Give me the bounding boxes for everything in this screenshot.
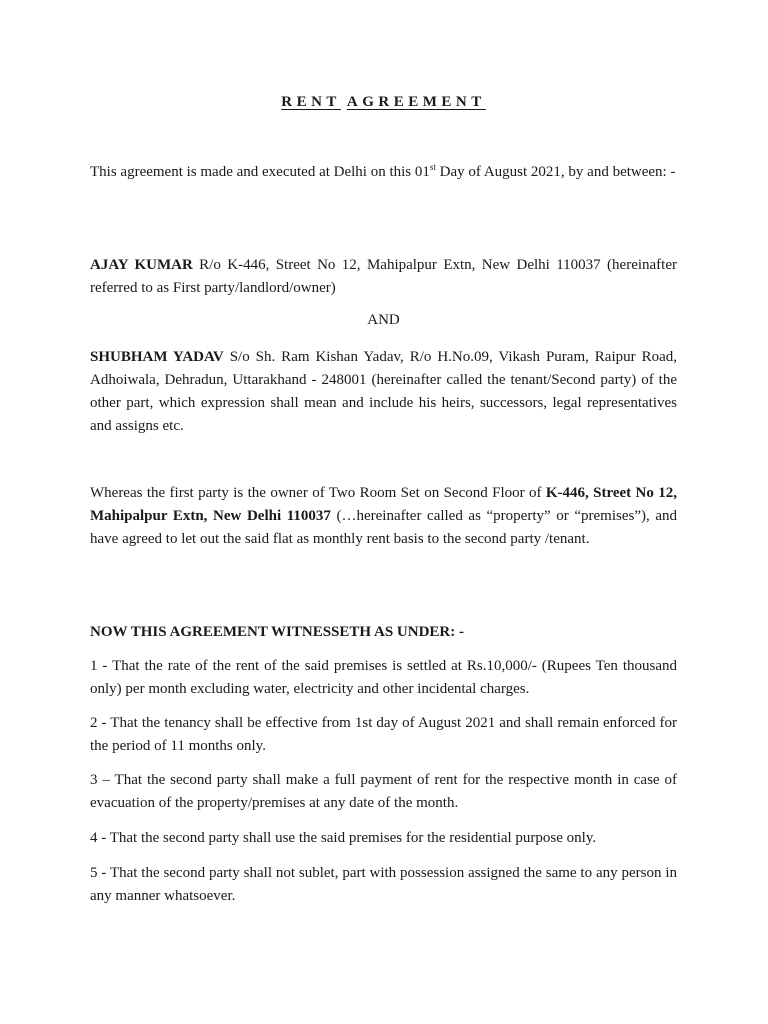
- clause-1: 1 - That the rate of the rent of the said premises is settled at Rs.10,000/- (Rupees Ten thousand only) per month excluding water, electricity and other incidental charges.: [90, 658, 677, 697]
- intro-text: This agreement is made and executed at Delhi on this 01: [90, 164, 430, 180]
- clause-2: 2 - That the tenancy shall be effective from 1st day of August 2021 and shall remain enforced for the period of 11 months only.: [90, 715, 677, 754]
- first-party-name: AJAY KUMAR: [90, 257, 193, 273]
- intro-text-end: Day of August 2021, by and between: -: [435, 164, 676, 180]
- property-address: K-446, Street No 12, Mahipalpur Extn, New Delhi 110037: [90, 485, 677, 524]
- second-party-name: SHUBHAM YADAV: [90, 349, 224, 365]
- intro-superscript: st: [429, 162, 436, 172]
- title-word-agreement: AGREEMENT: [346, 94, 486, 110]
- first-party-paragraph: [90, 254, 677, 300]
- document-page: [90, 0, 677, 1024]
- title-word-rent: RENT: [281, 94, 341, 110]
- whereas-text-end: (…hereinafter called as “property” or “premises”), and have agreed to let out the said flat as monthly rent basis to the second party /tenant.: [90, 508, 677, 547]
- clause-5: 5 - That the second party shall not sublet, part with possession assigned the same to any person in any manner whatsoever.: [90, 865, 677, 904]
- clause-4: 4 - That the second party shall use the said premises for the residential purpose only.: [90, 830, 597, 846]
- and-separator: AND: [367, 312, 400, 328]
- second-party-paragraph: [90, 346, 677, 438]
- whereas-paragraph: [90, 482, 677, 551]
- whereas-text: Whereas the first party is the owner of Two Room Set on Second Floor of: [90, 485, 546, 501]
- clause-3: 3 – That the second party shall make a full payment of rent for the respective month in case of evacuation of the property/premises at any date of the month.: [90, 772, 677, 811]
- witnesseth-heading: NOW THIS AGREEMENT WITNESSETH AS UNDER: -: [90, 624, 464, 640]
- intro-paragraph: [90, 161, 677, 184]
- document-title: [90, 94, 677, 111]
- second-party-details: S/o Sh. Ram Kishan Yadav, R/o H.No.09, Vikash Puram, Raipur Road, Adhoiwala, Dehradun, Uttarakhand - 248001 (hereinafter called the tenant/Second party) of the other part, which expression shall mean and include his heirs, successors, legal representatives and assigns etc.: [90, 349, 677, 434]
- first-party-details: R/o K-446, Street No 12, Mahipalpur Extn, New Delhi 110037 (hereinafter referred to as First party/landlord/owner): [90, 257, 677, 296]
